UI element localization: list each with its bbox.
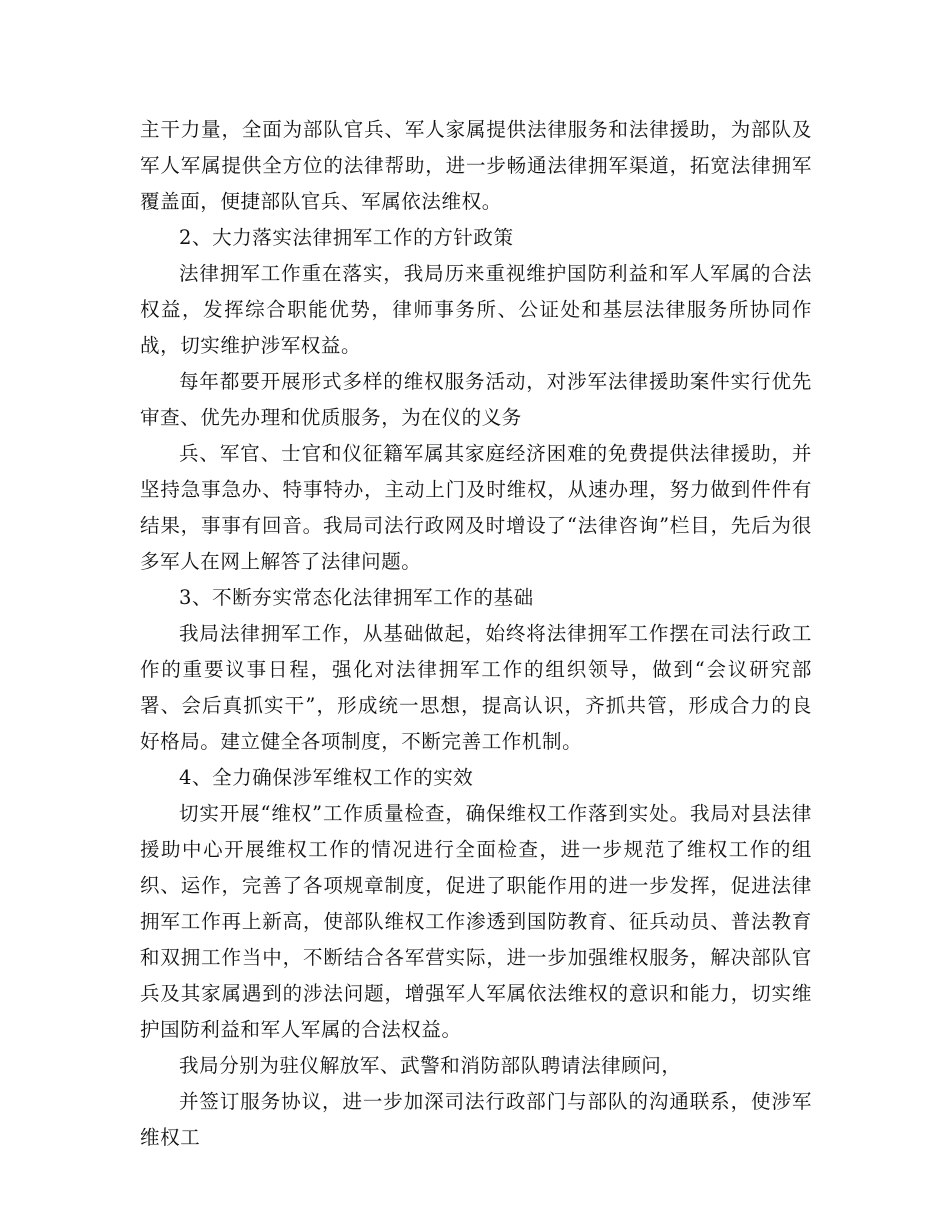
paragraph-4: 兵、军官、士官和仪征籍军属其家庭经济困难的免费提供法律援助，并坚持急事急办、特事特办，主动上门及时维权，从速办理，努力做到件件有结果，事事有回音。我局司法行政网及时增设了“法律咨询”栏目，先后为很多军人在网上解答了法律问题。 bbox=[140, 442, 812, 573]
paragraph-2: 法律拥军工作重在落实，我局历来重视维护国防利益和军人军属的合法权益，发挥综合职能优势，律师事务所、公证处和基层法律服务所协同作战，切实维护涉军权益。 bbox=[140, 262, 812, 357]
paragraph-1: 主干力量，全面为部队官兵、军人家属提供法律服务和法律援助，为部队及军人军属提供全方位的法律帮助，进一步畅通法律拥军渠道，拓宽法律拥军覆盖面，便捷部队官兵、军属依法维权。 bbox=[140, 118, 812, 213]
paragraph-8: 并签订服务协议，进一步加深司法行政部门与部队的沟通联系，使涉军维权工 bbox=[140, 1090, 812, 1149]
paragraph-5: 我局法律拥军工作，从基础做起，始终将法律拥军工作摆在司法行政工作的重要议事日程，强化对法律拥军工作的组织领导，做到“会议研究部署、会后真抓实干”，形成统一思想，提高认识，齐抓共管，形成合力的良好格局。建立健全各项制度，不断完善工作机制。 bbox=[140, 622, 812, 753]
document-body bbox=[140, 112, 812, 1156]
paragraph-3: 每年都要开展形式多样的维权服务活动，对涉军法律援助案件实行优先审查、优先办理和优质服务，为在仪的义务 bbox=[140, 370, 812, 429]
paragraph-7: 我局分别为驻仪解放军、武警和消防部队聘请法律顾问， bbox=[179, 1054, 682, 1077]
paragraph-6: 切实开展“维权”工作质量检查，确保维权工作落到实处。我局对县法律援助中心开展维权工作的情况进行全面检查，进一步规范了维权工作的组织、运作，完善了各项规章制度，促进了职能作用的进一步发挥，促进法律拥军工作再上新高，使部队维权工作渗透到国防教育、征兵动员、普法教育和双拥工作当中，不断结合各军营实际，进一步加强维权服务，解决部队官兵及其家属遇到的涉法问题，增强军人军属依法维权的意识和能力，切实维护国防利益和军人军属的合法权益。 bbox=[140, 802, 812, 1041]
section-heading-2: 2、大力落实法律拥军工作的方针政策 bbox=[179, 226, 514, 249]
section-heading-4: 4、全力确保涉军维权工作的实效 bbox=[179, 766, 474, 789]
section-heading-3: 3、不断夯实常态化法律拥军工作的基础 bbox=[179, 586, 534, 609]
